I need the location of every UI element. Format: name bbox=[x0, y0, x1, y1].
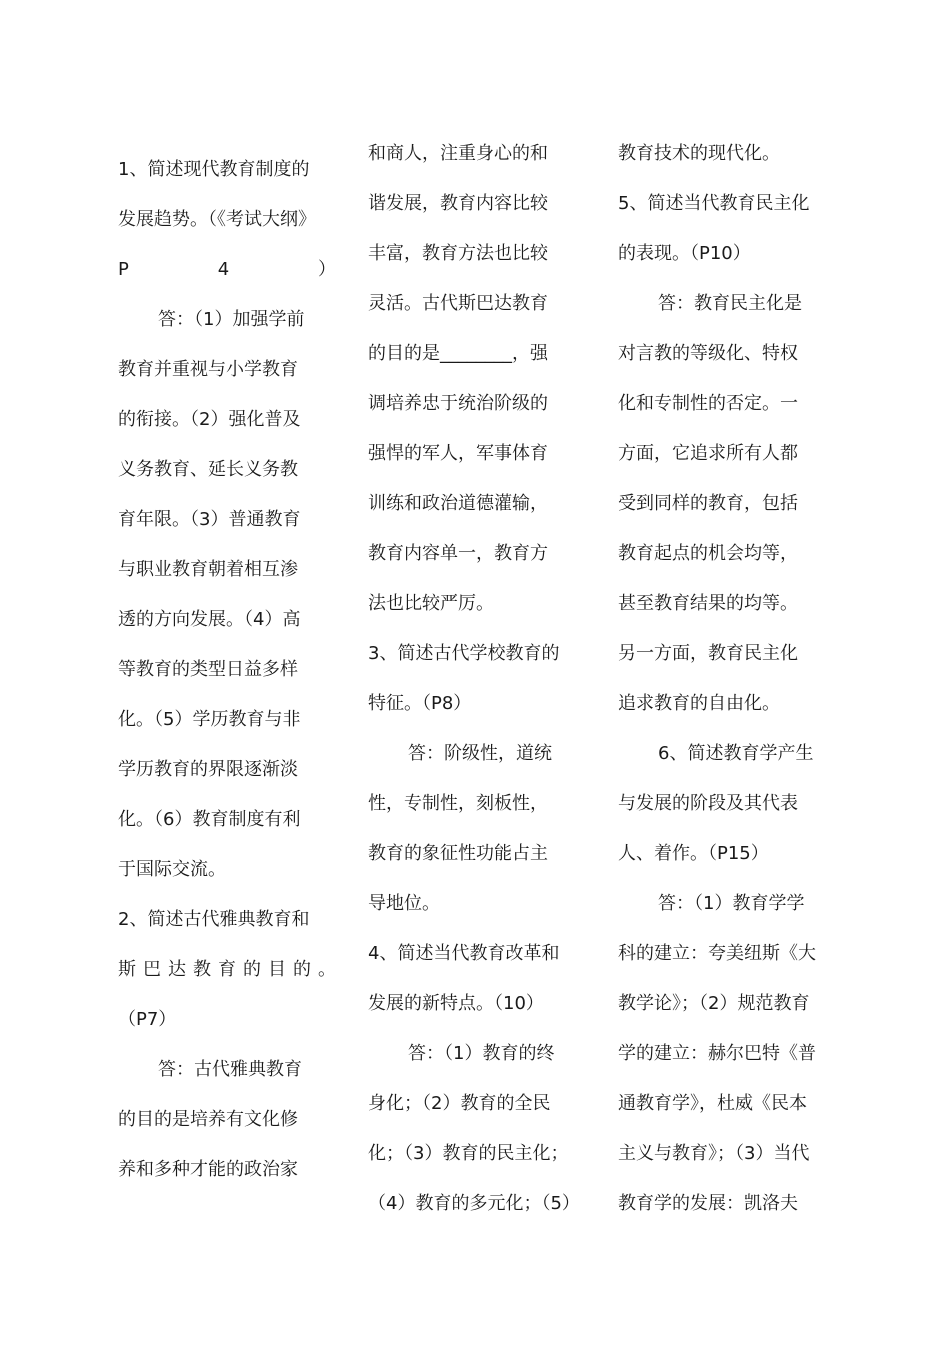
text-line: 化。（5）学历教育与非 bbox=[118, 709, 301, 730]
text-line: 与发展的阶段及其代表 bbox=[618, 793, 798, 814]
text-line: 1、简述现代教育制度的 bbox=[118, 159, 310, 180]
text-line: 答：（1）加强学前 bbox=[158, 309, 305, 330]
text-line: 答：阶级性，道统 bbox=[408, 743, 552, 764]
text-line: 甚至教育结果的均等。 bbox=[618, 593, 798, 614]
text-line: 答：教育民主化是 bbox=[658, 293, 802, 314]
text-line: （4）教育的多元化；（5） bbox=[368, 1193, 580, 1214]
text-fragment: 的 bbox=[243, 959, 261, 980]
text-line: 答：（1）教育学学 bbox=[658, 893, 805, 914]
text-line: 化和专制性的否定。一 bbox=[618, 393, 798, 414]
text-fragment: 达 bbox=[168, 959, 186, 980]
text-line: 义务教育、延长义务教 bbox=[118, 459, 298, 480]
text-line: 的目的是培养有文化修 bbox=[118, 1109, 298, 1130]
text-line: 透的方向发展。（4）高 bbox=[118, 609, 301, 630]
text-line: 3、简述古代学校教育的 bbox=[368, 643, 560, 664]
text-line: 发展的新特点。（10） bbox=[368, 993, 544, 1014]
text-line: 5、简述当代教育民主化 bbox=[618, 193, 810, 214]
text-fragment: 4 bbox=[217, 259, 230, 280]
text-line: 追求教育的自由化。 bbox=[618, 693, 780, 714]
text-line: 丰富，教育方法也比较 bbox=[368, 243, 548, 264]
text-line: 的目的是________，强 bbox=[368, 343, 548, 364]
text-fragment: 斯 bbox=[118, 959, 136, 980]
text-line: 法也比较严厉。 bbox=[368, 593, 494, 614]
text-line: 答：（1）教育的终 bbox=[408, 1043, 555, 1064]
text-line: 学历教育的界限逐渐淡 bbox=[118, 759, 298, 780]
text-line: 的表现。（P10） bbox=[618, 243, 751, 264]
text-fragment: ） bbox=[318, 259, 336, 280]
text-fragment: 教 bbox=[193, 959, 211, 980]
text-line: 性，专制性，刻板性， bbox=[368, 793, 548, 814]
text-line: 人、着作。（P15） bbox=[618, 843, 769, 864]
text-line: 对言教的等级化、特权 bbox=[618, 343, 798, 364]
text-line: 6、简述教育学产生 bbox=[658, 743, 814, 764]
text-fragment: P bbox=[118, 259, 129, 280]
text-line: 养和多种才能的政治家 bbox=[118, 1159, 298, 1180]
text-line: （P7） bbox=[118, 1009, 177, 1030]
text-line: 教育起点的机会均等， bbox=[618, 543, 798, 564]
text-fragment: 。 bbox=[318, 959, 336, 980]
text-line: 等教育的类型日益多样 bbox=[118, 659, 298, 680]
text-line: 发展趋势。（《考试大纲》 bbox=[118, 209, 316, 230]
text-line: 特征。（P8） bbox=[368, 693, 472, 714]
text-fragment: 的 bbox=[293, 959, 311, 980]
text-line: 受到同样的教育，包括 bbox=[618, 493, 798, 514]
text-line: 化；（3）教育的民主化； bbox=[368, 1143, 569, 1164]
text-fragment: 育 bbox=[218, 959, 236, 980]
text-line: 通教育学》，杜威《民本 bbox=[618, 1093, 807, 1114]
text-line: 另一方面，教育民主化 bbox=[618, 643, 798, 664]
text-line: 谐发展，教育内容比较 bbox=[368, 193, 548, 214]
text-line: 主义与教育》；（3）当代 bbox=[618, 1143, 810, 1164]
text-line: 训练和政治道德灌输， bbox=[368, 493, 548, 514]
text-line: 4、简述当代教育改革和 bbox=[368, 943, 560, 964]
text-line: 于国际交流。 bbox=[118, 859, 226, 880]
text-line: 化。（6）教育制度有利 bbox=[118, 809, 301, 830]
text-line: 灵活。古代斯巴达教育 bbox=[368, 293, 548, 314]
text-line: 方面，它追求所有人都 bbox=[618, 443, 798, 464]
text-line: 2、简述古代雅典教育和 bbox=[118, 909, 310, 930]
text-line bbox=[118, 258, 336, 282]
text-line: 教学论》；（2）规范教育 bbox=[618, 993, 810, 1014]
text-line: 学的建立：赫尔巴特《普 bbox=[618, 1043, 816, 1064]
text-line: 教育学的发展：凯洛夫 bbox=[618, 1193, 798, 1214]
text-fragment: 目 bbox=[268, 959, 286, 980]
text-line: 科的建立：夸美纽斯《大 bbox=[618, 943, 816, 964]
text-fragment: 巴 bbox=[143, 959, 161, 980]
text-line: 与职业教育朝着相互渗 bbox=[118, 559, 298, 580]
text-line: 调培养忠于统治阶级的 bbox=[368, 393, 548, 414]
text-line: 导地位。 bbox=[368, 893, 440, 914]
text-line: 身化；（2）教育的全民 bbox=[368, 1093, 551, 1114]
text-line: 强悍的军人，军事体育 bbox=[368, 443, 548, 464]
text-line: 和商人，注重身心的和 bbox=[368, 143, 548, 164]
text-line bbox=[118, 958, 336, 982]
text-line: 教育技术的现代化。 bbox=[618, 143, 780, 164]
text-line: 教育的象征性功能占主 bbox=[368, 843, 548, 864]
text-line: 教育并重视与小学教育 bbox=[118, 359, 298, 380]
text-line: 的衔接。（2）强化普及 bbox=[118, 409, 301, 430]
text-line: 答：古代雅典教育 bbox=[158, 1059, 302, 1080]
text-line: 教育内容单一，教育方 bbox=[368, 543, 548, 564]
text-line: 育年限。（3）普通教育 bbox=[118, 509, 301, 530]
